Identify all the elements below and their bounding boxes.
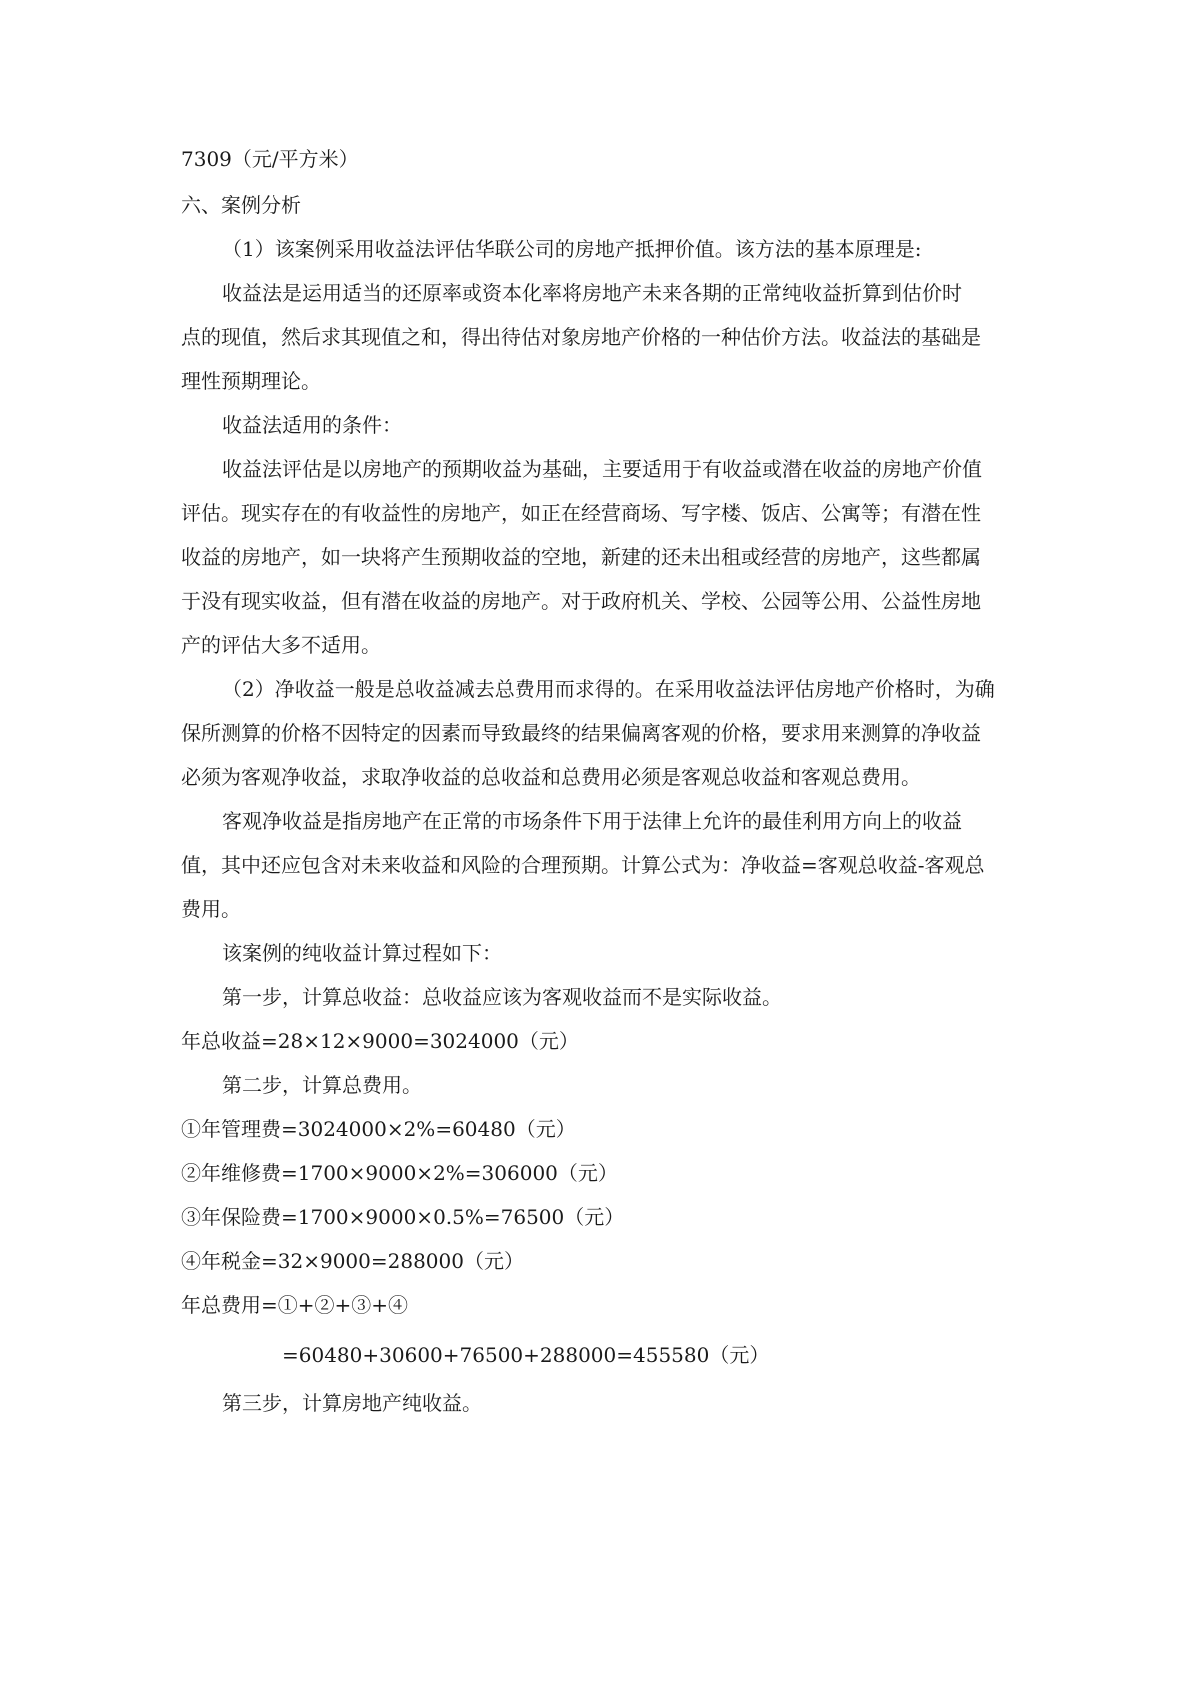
paragraph-line: 收益法是运用适当的还原率或资本化率将房地产未来各期的正常纯收益折算到估价时 [222,281,962,305]
paragraph-line: （1）该案例采用收益法评估华联公司的房地产抵押价值。该方法的基本原理是: [222,237,922,261]
paragraph-line: 理性预期理论。 [181,369,321,393]
paragraph-line: （2）净收益一般是总收益减去总费用而求得的。在采用收益法评估房地产价格时，为确 [222,677,995,701]
formula-line: ①年管理费=3024000×2%=60480（元） [181,1117,576,1141]
paragraph-line: 点的现值，然后求其现值之和，得出待估对象房地产价格的一种估价方法。收益法的基础是 [181,325,981,349]
price-result-line: 7309（元/平方米） [181,147,359,171]
formula-line: ③年保险费=1700×9000×0.5%=76500（元） [181,1205,625,1229]
paragraph-line: 费用。 [181,897,241,921]
step-line: 第三步，计算房地产纯收益。 [222,1391,482,1415]
paragraph-line: 值，其中还应包含对未来收益和风险的合理预期。计算公式为：净收益=客观总收益-客观总 [181,853,985,877]
section-heading: 六、案例分析 [181,193,301,217]
step-line: 第二步，计算总费用。 [222,1073,422,1097]
paragraph-line: 于没有现实收益，但有潜在收益的房地产。对于政府机关、学校、公园等公用、公益性房地 [181,589,981,613]
paragraph-line: 收益法适用的条件： [222,413,402,437]
formula-result-line: =60480+30600+76500+288000=455580（元） [282,1343,770,1367]
paragraph-line: 保所测算的价格不因特定的因素而导致最终的结果偏离客观的价格，要求用来测算的净收益 [181,721,981,745]
formula-line: 年总费用=①+②+③+④ [181,1293,409,1317]
formula-line: 年总收益=28×12×9000=3024000（元） [181,1029,579,1053]
paragraph-line: 产的评估大多不适用。 [181,633,381,657]
paragraph-line: 评估。现实存在的有收益性的房地产，如正在经营商场、写字楼、饭店、公寓等；有潜在性 [181,501,981,525]
paragraph-line: 该案例的纯收益计算过程如下： [222,941,502,965]
paragraph-line: 收益法评估是以房地产的预期收益为基础，主要适用于有收益或潜在收益的房地产价值 [222,457,982,481]
paragraph-line: 客观净收益是指房地产在正常的市场条件下用于法律上允许的最佳利用方向上的收益 [222,809,962,833]
step-line: 第一步，计算总收益：总收益应该为客观收益而不是实际收益。 [222,985,782,1009]
formula-line: ④年税金=32×9000=288000（元） [181,1249,524,1273]
paragraph-line: 必须为客观净收益，求取净收益的总收益和总费用必须是客观总收益和客观总费用。 [181,765,921,789]
paragraph-line: 收益的房地产，如一块将产生预期收益的空地，新建的还未出租或经营的房地产，这些都属 [181,545,981,569]
formula-line: ②年维修费=1700×9000×2%=306000（元） [181,1161,618,1185]
